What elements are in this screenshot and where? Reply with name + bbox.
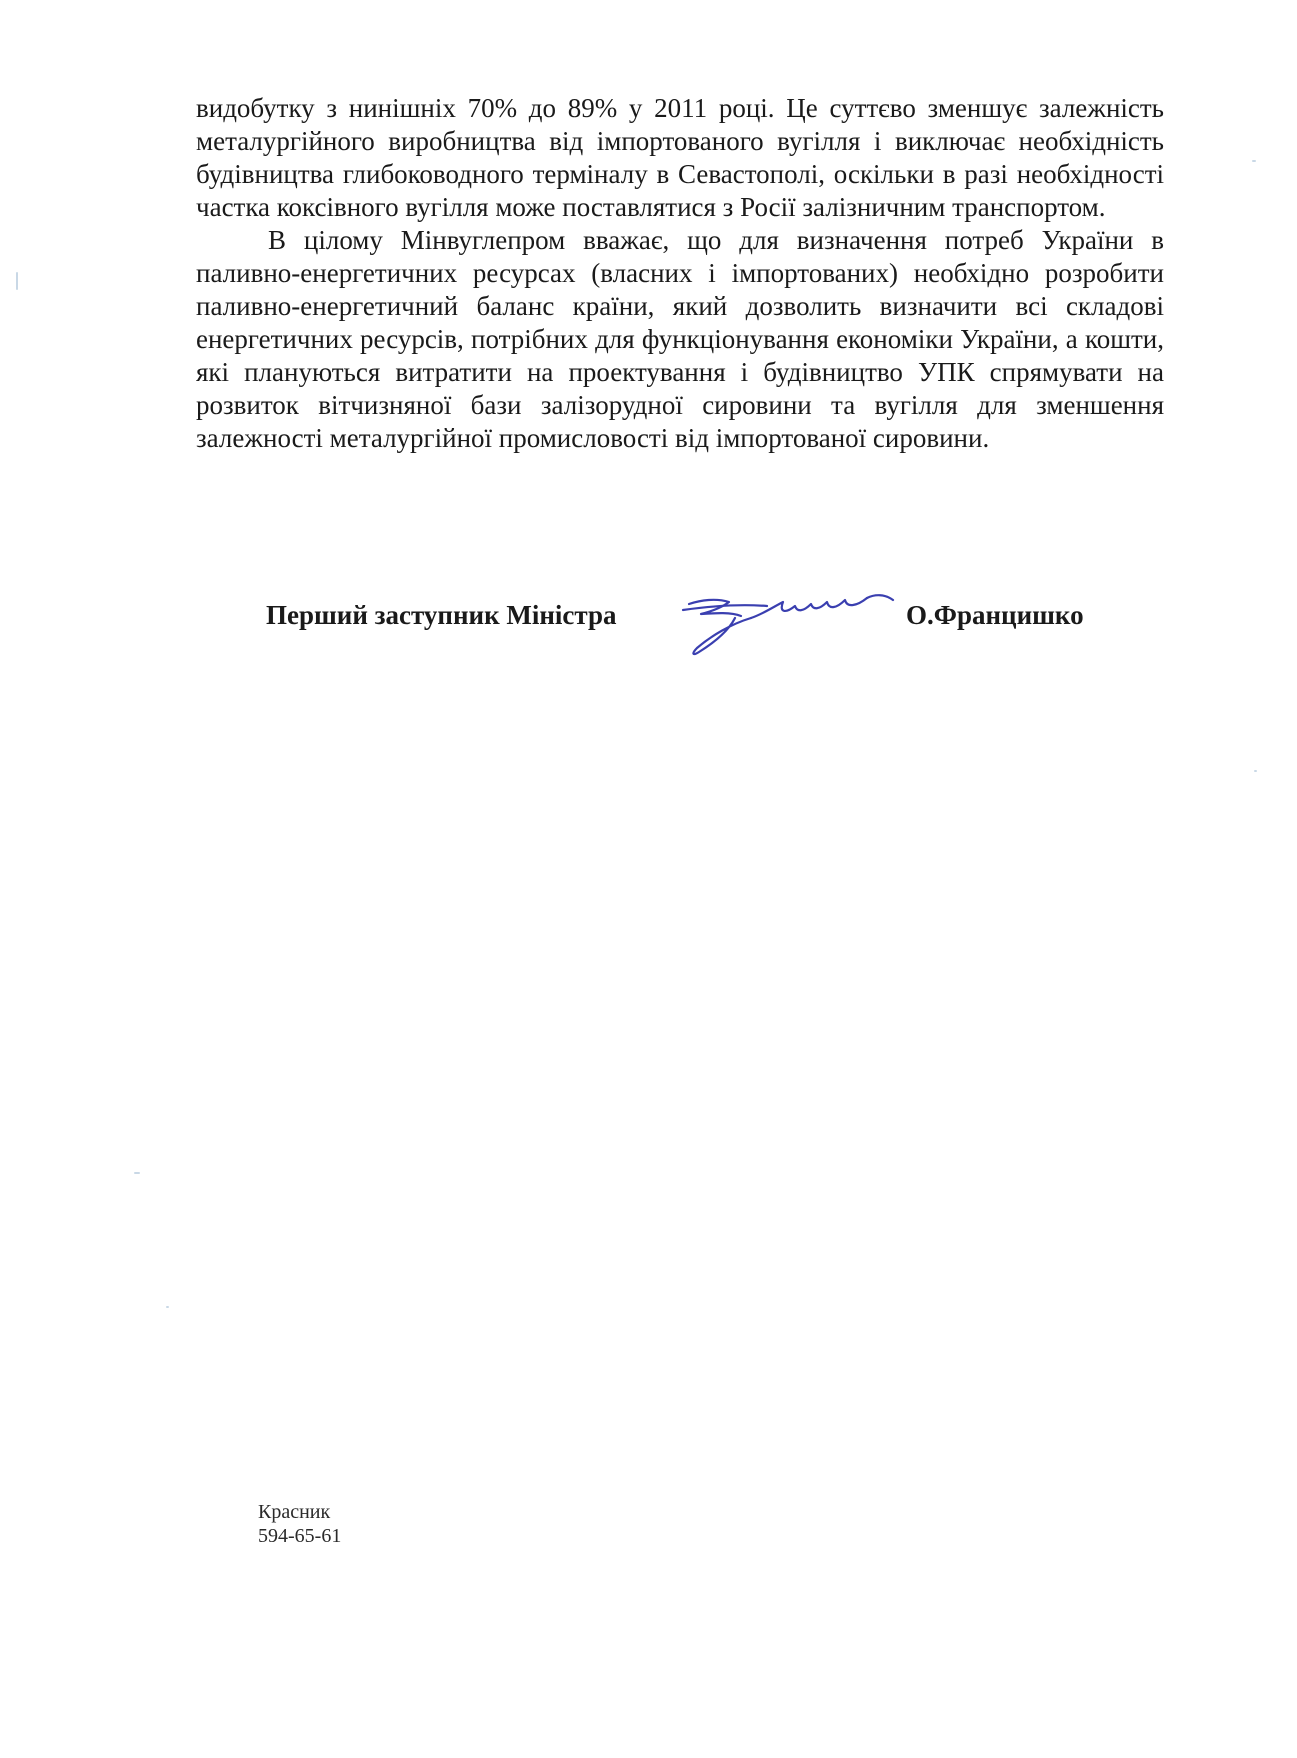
- paragraph-conclusion: В цілому Мінвуглепром вважає, що для визначення потреб України в паливно-енергетичних ресурсах (власних і імпортованих) необхідно розробити паливно-енергетичний баланс країни, який дозволить визначити всі складові енергетичних ресурсів, потрібних для функціонування економіки України, а кошти, які плануються витратити на проектування і будівництво УПК спрямувати на розвиток вітчизняної бази залізорудної сировини та вугілля для зменшення залежності металургійної промисловості від імпортованої сировини.: [196, 225, 1164, 453]
- scan-speck: [166, 1306, 169, 1308]
- signatory-name: О.Францишко: [906, 600, 1084, 630]
- signature-block: [266, 582, 1166, 672]
- executor-name: Красник: [258, 1501, 331, 1523]
- signatory-position: Перший заступник Міністра: [266, 600, 617, 630]
- letter-body: [196, 92, 1164, 455]
- executor-phone: 594-65-61: [258, 1525, 342, 1547]
- paragraph-continuation: видобутку з нинішніх 70% до 89% у 2011 році. Це суттєво зменшує залежність металургійного виробництва від імпортованого вугілля і виключає необхідність будівництва глибоководного терміналу в Севастополі, оскільки в разі необхідності частка коксівного вугілля може поставлятися з Росії залізничним транспортом.: [196, 93, 1164, 222]
- scan-speck: [1252, 160, 1256, 162]
- scan-speck: [16, 272, 18, 290]
- scan-speck: [1254, 770, 1257, 772]
- handwritten-signature-icon: [671, 582, 901, 662]
- executor-info: [258, 1500, 341, 1548]
- scan-speck: [134, 1172, 140, 1174]
